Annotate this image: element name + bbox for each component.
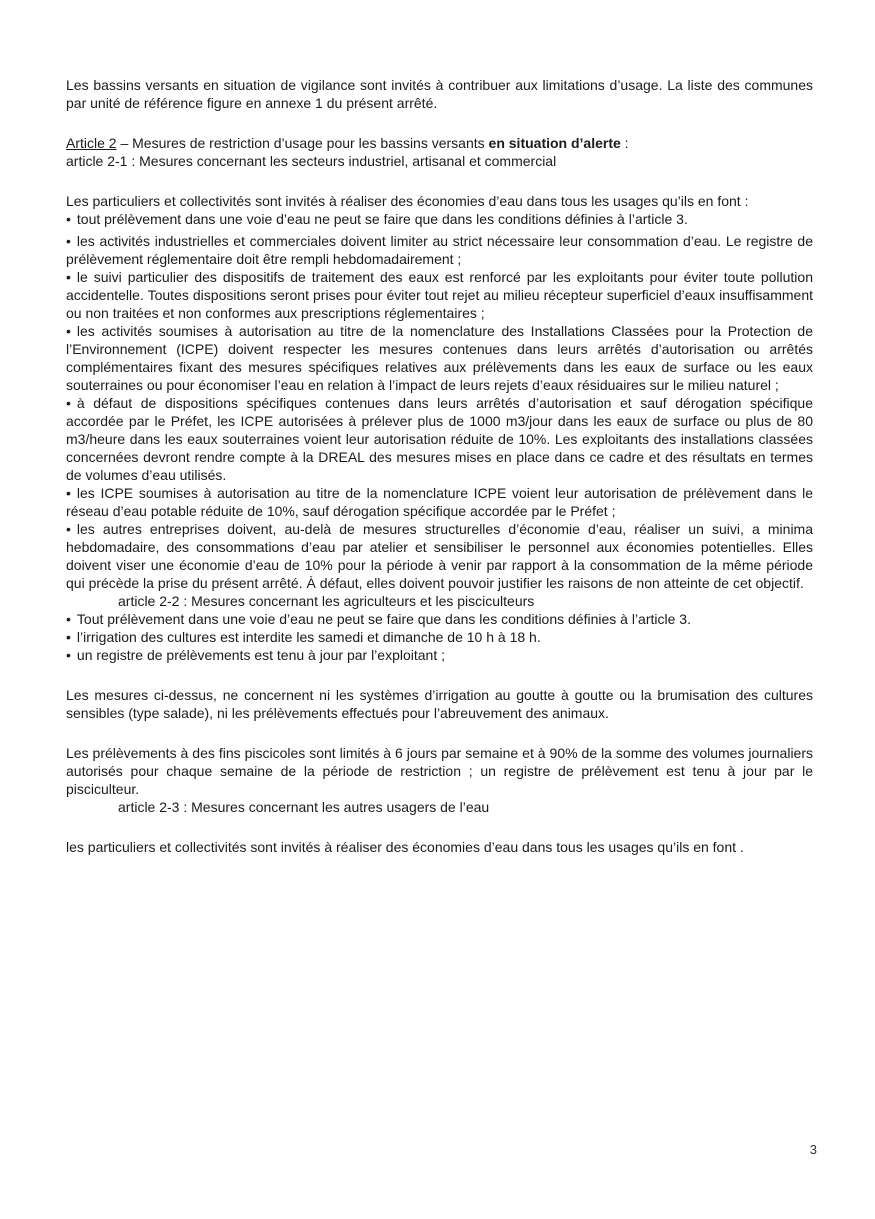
- article-2-bold: en situation d’alerte: [488, 135, 621, 151]
- list-item: • les autres entreprises doivent, au-delà de mesures structurelles d’économie d’eau, réaliser un suivi, a minima hebdomadaire, des consommations d’eau par atelier et sensibiliser le personnel aux économies potentielles. Elles doivent viser une économie d’eau de 10% pour la période à venir par rapport à la consommation de la même période qui précède la prise du présent arrêté. À défaut, elles doivent pouvoir justifier les raisons de non atteinte de cet objectif.: [66, 520, 813, 592]
- list-item: • le suivi particulier des dispositifs de traitement des eaux est renforcé par les exploitants pour éviter toute pollution accidentelle. Toutes dispositions seront prises pour éviter tout rejet au milieu récepteur superficiel d’eaux insuffisamment ou non traitées et non conformes aux prescriptions réglementaires ;: [66, 268, 813, 322]
- list-item: • Tout prélèvement dans une voie d’eau ne peut se faire que dans les conditions définies à l’article 3.: [66, 610, 813, 628]
- article-2-1-bullet-list: [66, 210, 813, 592]
- list-item: • l’irrigation des cultures est interdite les samedi et dimanche de 10 h à 18 h.: [66, 628, 813, 646]
- article-2-3-heading: article 2-3 : Mesures concernant les autres usagers de l’eau: [118, 799, 490, 815]
- article-2-2-bullet-list: [66, 610, 813, 664]
- list-item: • à défaut de dispositions spécifiques contenues dans leurs arrêtés d’autorisation et sauf dérogation spécifique accordée par le Préfet, les ICPE autorisées à prélever plus de 1000 m3/jour dans les eaux de surface ou plus de 80 m3/heure dans les eaux souterraines voient leur autorisation réduite de 10%. Les exploitants des installations classées concernées devront rendre compte à la DREAL des mesures mises en place dans ce cadre et des résultats en termes de volumes d’eau utilisés.: [66, 394, 813, 484]
- intro-paragraph: Les bassins versants en situation de vigilance sont invités à contribuer aux limitations d’usage. La liste des communes par unité de référence figure en annexe 1 du présent arrêté.: [66, 77, 813, 111]
- article-2-text: – Mesures de restriction d’usage pour les bassins versants: [116, 135, 489, 151]
- article-2-2-paragraph-1: Les mesures ci-dessus, ne concernent ni les systèmes d’irrigation au goutte à goutte ou la brumisation des cultures sensibles (type salade), ni les prélèvements effectués pour l’abreuvement des animaux.: [66, 687, 813, 721]
- list-item: • les activités industrielles et commerciales doivent limiter au strict nécessaire leur consommation d’eau. Le registre de prélèvement réglementaire doit être rempli hebdomadairement ;: [66, 232, 813, 268]
- list-item: • les activités soumises à autorisation au titre de la nomenclature des Installations Classées pour la Protection de l’Environnement (ICPE) doivent respecter les mesures contenues dans leurs arrêtés d’autorisation ou arrêtés complémentaires fixant des mesures spécifiques relatives aux prélèvements dans les eaux de surface ou les eaux souterraines ou pour économiser l’eau en relation à l’impact de leurs rejets d’eaux résiduaires sur le milieu naturel ;: [66, 322, 813, 394]
- article-2-3-paragraph: les particuliers et collectivités sont invités à réaliser des économies d’eau dans tous les usages qu’ils en font .: [66, 839, 744, 855]
- list-item: • les ICPE soumises à autorisation au titre de la nomenclature ICPE voient leur autorisation de prélèvement dans le réseau d’eau potable réduite de 10%, sauf dérogation spécifique accordée par le Préfet ;: [66, 484, 813, 520]
- article-2-title: [66, 134, 813, 152]
- article-2-1-heading: article 2-1 : Mesures concernant les secteurs industriel, artisanal et commercial: [66, 153, 557, 169]
- page-number: 3: [809, 1142, 817, 1157]
- article-2-suffix: :: [620, 135, 629, 151]
- article-2-2-paragraph-2: Les prélèvements à des fins piscicoles sont limités à 6 jours par semaine et à 90% de la somme des volumes journaliers autorisés pour chaque semaine de la période de restriction ; un registre de prélèvement est tenu à jour par le pisciculteur.: [66, 745, 813, 797]
- article-2-2-heading: article 2-2 : Mesures concernant les agriculteurs et les pisciculteurs: [118, 593, 535, 609]
- list-item: • tout prélèvement dans une voie d’eau ne peut se faire que dans les conditions définies à l’article 3.: [66, 210, 813, 228]
- list-item: • un registre de prélèvements est tenu à jour par l’exploitant ;: [66, 646, 813, 664]
- article-2-1-intro: Les particuliers et collectivités sont invités à réaliser des économies d’eau dans tous les usages qu’ils en font :: [66, 193, 749, 209]
- article-2-label: Article 2: [66, 135, 117, 151]
